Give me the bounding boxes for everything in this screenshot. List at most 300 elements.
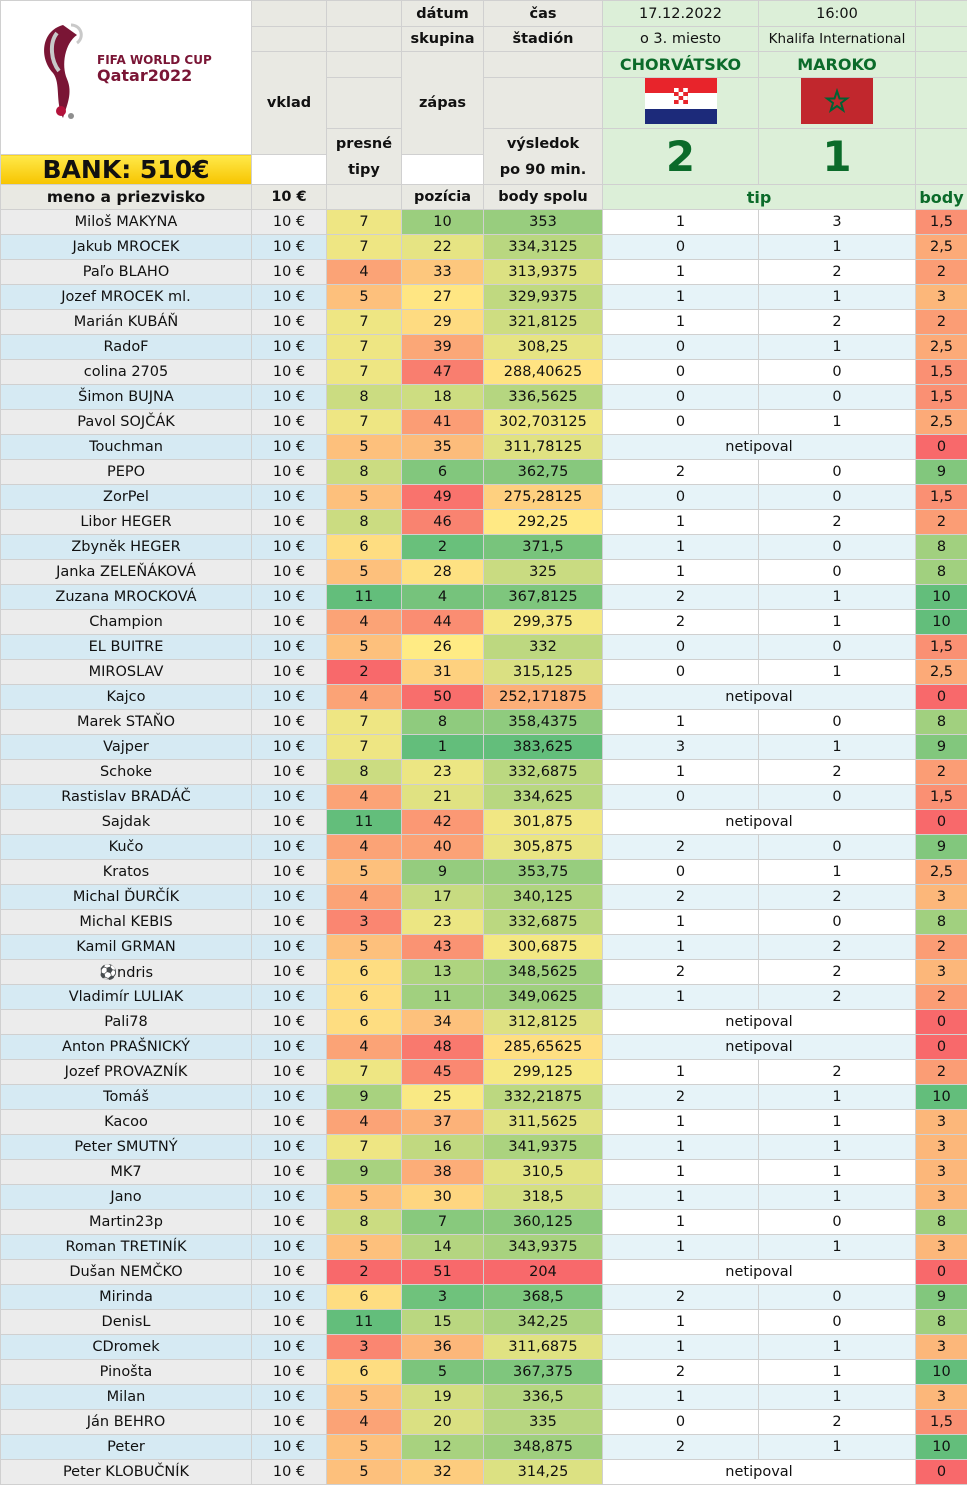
body-spolu-cell: 334,625 — [484, 785, 603, 810]
body-spolu-header: body spolu — [484, 185, 603, 210]
table-row — [1, 660, 967, 685]
body-spolu-cell: 275,28125 — [484, 485, 603, 510]
player-name: DenisL — [1, 1310, 252, 1335]
body-cell: 3 — [916, 1185, 967, 1210]
vklad-cell: 10 € — [252, 260, 327, 285]
presne-cell: 5 — [327, 285, 402, 310]
pozicia-cell: 15 — [402, 1310, 484, 1335]
body-spolu-cell: 343,9375 — [484, 1235, 603, 1260]
table-row — [1, 560, 967, 585]
presne-cell: 5 — [327, 485, 402, 510]
body-spolu-cell: 313,9375 — [484, 260, 603, 285]
tip-home-cell: 1 — [603, 260, 759, 285]
netipoval-cell: netipoval — [603, 685, 916, 710]
presne-cell: 7 — [327, 735, 402, 760]
tip-home-cell: 1 — [603, 1210, 759, 1235]
vysledok-header-2: po 90 min. — [484, 157, 602, 183]
pozicia-cell: 25 — [402, 1085, 484, 1110]
table-row — [1, 635, 967, 660]
table-row — [1, 1035, 967, 1060]
presne-cell: 4 — [327, 1110, 402, 1135]
tip-home-cell: 1 — [603, 285, 759, 310]
tip-away-cell: 3 — [759, 210, 916, 235]
pozicia-cell: 14 — [402, 1235, 484, 1260]
vklad-cell: 10 € — [252, 1185, 327, 1210]
player-name: Michal KEBIS — [1, 910, 252, 935]
presne-cell: 6 — [327, 960, 402, 985]
table-row — [1, 1285, 967, 1310]
tip-home-cell: 1 — [603, 1185, 759, 1210]
body-cell: 2 — [916, 985, 967, 1010]
presne-cell: 3 — [327, 1335, 402, 1360]
table-row — [1, 785, 967, 810]
player-name: ZorPel — [1, 485, 252, 510]
body-spolu-cell: 360,125 — [484, 1210, 603, 1235]
tip-home-cell: 2 — [603, 1085, 759, 1110]
player-name: Champion — [1, 610, 252, 635]
tip-home-cell: 1 — [603, 210, 759, 235]
vysledok-header-1: výsledok — [484, 131, 602, 157]
table-row — [1, 760, 967, 785]
body-spolu-cell: 341,9375 — [484, 1135, 603, 1160]
table-row — [1, 485, 967, 510]
tip-home-cell: 1 — [603, 1135, 759, 1160]
pozicia-cell: 39 — [402, 335, 484, 360]
body-cell: 2,5 — [916, 660, 967, 685]
tip-away-cell: 0 — [759, 785, 916, 810]
tip-home-cell: 2 — [603, 1285, 759, 1310]
body-spolu-cell: 367,375 — [484, 1360, 603, 1385]
body-cell: 0 — [916, 1260, 967, 1285]
player-name: Jozef MROCEK ml. — [1, 285, 252, 310]
presne-header-1: presné — [327, 131, 401, 157]
table-row — [1, 735, 967, 760]
player-name: MK7 — [1, 1160, 252, 1185]
tip-away-cell: 2 — [759, 1060, 916, 1085]
body-spolu-cell: 311,78125 — [484, 435, 603, 460]
pozicia-cell: 23 — [402, 760, 484, 785]
body-spolu-cell: 305,875 — [484, 835, 603, 860]
pozicia-cell: 32 — [402, 1460, 484, 1485]
bank-total: BANK: 510€ — [1, 155, 252, 185]
body-spolu-cell: 358,4375 — [484, 710, 603, 735]
tip-away-cell: 1 — [759, 660, 916, 685]
presne-cell: 5 — [327, 1235, 402, 1260]
table-row — [1, 1085, 967, 1110]
pozicia-cell: 5 — [402, 1360, 484, 1385]
player-name: Pavol SOJČÁK — [1, 410, 252, 435]
presne-cell: 11 — [327, 1310, 402, 1335]
body-cell: 1,5 — [916, 785, 967, 810]
tip-away-cell: 0 — [759, 635, 916, 660]
player-name: Anton PRAŠNICKÝ — [1, 1035, 252, 1060]
tip-away-cell: 0 — [759, 835, 916, 860]
presne-cell: 4 — [327, 785, 402, 810]
pozicia-cell: 44 — [402, 610, 484, 635]
body-spolu-cell: 340,125 — [484, 885, 603, 910]
presne-cell: 7 — [327, 235, 402, 260]
vklad-cell: 10 € — [252, 1435, 327, 1460]
body-cell: 8 — [916, 910, 967, 935]
vklad-cell: 10 € — [252, 235, 327, 260]
table-row — [1, 460, 967, 485]
table-row — [1, 835, 967, 860]
tip-away-cell: 2 — [759, 935, 916, 960]
pozicia-cell: 45 — [402, 1060, 484, 1085]
vklad-cell: 10 € — [252, 710, 327, 735]
table-row — [1, 235, 967, 260]
body-cell: 3 — [916, 1335, 967, 1360]
body-spolu-cell: 300,6875 — [484, 935, 603, 960]
player-name: Peter — [1, 1435, 252, 1460]
player-name: Michal ĎURČÍK — [1, 885, 252, 910]
player-rows — [1, 210, 967, 1485]
body-spolu-cell: 332,21875 — [484, 1085, 603, 1110]
presne-cell: 7 — [327, 210, 402, 235]
vklad-cell: 10 € — [252, 1385, 327, 1410]
body-cell: 0 — [916, 435, 967, 460]
vklad-cell: 10 € — [252, 885, 327, 910]
player-name: PEPO — [1, 460, 252, 485]
vklad-cell: 10 € — [252, 1260, 327, 1285]
player-name: Paľo BLAHO — [1, 260, 252, 285]
player-name: Kamil GRMAN — [1, 935, 252, 960]
tip-home-cell: 2 — [603, 1360, 759, 1385]
vklad-cell: 10 € — [252, 685, 327, 710]
player-name: Libor HEGER — [1, 510, 252, 535]
tip-away-cell: 0 — [759, 485, 916, 510]
pozicia-cell: 38 — [402, 1160, 484, 1185]
pozicia-cell: 16 — [402, 1135, 484, 1160]
vklad-cell: 10 € — [252, 860, 327, 885]
vklad-cell: 10 € — [252, 610, 327, 635]
tip-away-cell: 0 — [759, 910, 916, 935]
presne-cell: 7 — [327, 1135, 402, 1160]
body-cell: 3 — [916, 1235, 967, 1260]
body-cell: 8 — [916, 535, 967, 560]
player-name: Vajper — [1, 735, 252, 760]
body-spolu-cell: 342,25 — [484, 1310, 603, 1335]
table-row — [1, 885, 967, 910]
table-row — [1, 510, 967, 535]
vklad-cell: 10 € — [252, 1360, 327, 1385]
table-row — [1, 1335, 967, 1360]
tip-home-cell: 2 — [603, 1435, 759, 1460]
vklad-cell: 10 € — [252, 285, 327, 310]
body-spolu-cell: 302,703125 — [484, 410, 603, 435]
vklad-cell: 10 € — [252, 1060, 327, 1085]
body-cell: 9 — [916, 835, 967, 860]
pozicia-cell: 12 — [402, 1435, 484, 1460]
player-name: Dušan NEMČKO — [1, 1260, 252, 1285]
tip-home-cell: 1 — [603, 935, 759, 960]
player-name: Peter SMUTNÝ — [1, 1135, 252, 1160]
pozicia-cell: 8 — [402, 710, 484, 735]
table-row — [1, 285, 967, 310]
pozicia-cell: 29 — [402, 310, 484, 335]
player-name: colina 2705 — [1, 360, 252, 385]
table-row — [1, 1460, 967, 1485]
player-name: Jakub MROCEK — [1, 235, 252, 260]
pozicia-cell: 4 — [402, 585, 484, 610]
match-date: 17.12.2022 — [603, 1, 759, 27]
player-name: RadoF — [1, 335, 252, 360]
vklad-cell: 10 € — [252, 835, 327, 860]
tip-away-cell: 2 — [759, 885, 916, 910]
body-cell: 8 — [916, 560, 967, 585]
body-cell: 0 — [916, 810, 967, 835]
tip-home-cell: 1 — [603, 1235, 759, 1260]
body-cell: 1,5 — [916, 635, 967, 660]
body-cell: 3 — [916, 1135, 967, 1160]
vklad-cell: 10 € — [252, 935, 327, 960]
pozicia-cell: 9 — [402, 860, 484, 885]
tip-home-cell: 0 — [603, 635, 759, 660]
pozicia-cell: 27 — [402, 285, 484, 310]
tip-away-cell: 1 — [759, 335, 916, 360]
vklad-cell: 10 € — [252, 1035, 327, 1060]
tip-home-cell: 0 — [603, 485, 759, 510]
body-cell: 2 — [916, 760, 967, 785]
pozicia-cell: 13 — [402, 960, 484, 985]
pozicia-cell: 6 — [402, 460, 484, 485]
body-cell: 1,5 — [916, 210, 967, 235]
body-spolu-cell: 353,75 — [484, 860, 603, 885]
table-row — [1, 1160, 967, 1185]
body-spolu-cell: 301,875 — [484, 810, 603, 835]
vklad-cell: 10 € — [252, 360, 327, 385]
tip-away-cell: 0 — [759, 1285, 916, 1310]
player-name: Milan — [1, 1385, 252, 1410]
tip-away-cell: 1 — [759, 585, 916, 610]
body-cell: 1,5 — [916, 360, 967, 385]
table-row — [1, 385, 967, 410]
body-cell: 10 — [916, 1085, 967, 1110]
tip-away-cell: 2 — [759, 1410, 916, 1435]
netipoval-cell: netipoval — [603, 1035, 916, 1060]
body-spolu-cell: 310,5 — [484, 1160, 603, 1185]
table-row — [1, 960, 967, 985]
tip-home-cell: 1 — [603, 1310, 759, 1335]
body-cell: 2,5 — [916, 410, 967, 435]
netipoval-cell: netipoval — [603, 1460, 916, 1485]
vklad-cell: 10 € — [252, 1235, 327, 1260]
body-cell: 3 — [916, 885, 967, 910]
table-row — [1, 985, 967, 1010]
pozicia-cell: 11 — [402, 985, 484, 1010]
tip-home-cell: 0 — [603, 335, 759, 360]
pozicia-header: pozícia — [402, 185, 484, 210]
tip-home-cell: 0 — [603, 1410, 759, 1435]
vklad-cell: 10 € — [252, 210, 327, 235]
netipoval-cell: netipoval — [603, 435, 916, 460]
tip-home-cell: 2 — [603, 885, 759, 910]
vklad-cell: 10 € — [252, 435, 327, 460]
tip-away-cell: 1 — [759, 1135, 916, 1160]
body-cell: 2 — [916, 260, 967, 285]
pozicia-cell: 20 — [402, 1410, 484, 1435]
vklad-cell: 10 € — [252, 660, 327, 685]
body-spolu-cell: 299,125 — [484, 1060, 603, 1085]
table-row — [1, 1435, 967, 1460]
pozicia-cell: 33 — [402, 260, 484, 285]
tip-away-cell: 0 — [759, 710, 916, 735]
body-spolu-cell: 312,8125 — [484, 1010, 603, 1035]
presne-cell: 5 — [327, 1460, 402, 1485]
score-away: 1 — [759, 129, 916, 185]
presne-cell: 7 — [327, 360, 402, 385]
presne-cell: 3 — [327, 910, 402, 935]
tip-away-cell: 1 — [759, 1185, 916, 1210]
body-spolu-cell: 321,8125 — [484, 310, 603, 335]
body-spolu-cell: 348,875 — [484, 1435, 603, 1460]
body-spolu-cell: 349,0625 — [484, 985, 603, 1010]
body-spolu-cell: 252,171875 — [484, 685, 603, 710]
tip-home-cell: 2 — [603, 610, 759, 635]
tip-away-cell: 0 — [759, 560, 916, 585]
body-cell: 1,5 — [916, 485, 967, 510]
vklad-cell: 10 € — [252, 910, 327, 935]
body-spolu-cell: 329,9375 — [484, 285, 603, 310]
tip-away-cell: 1 — [759, 285, 916, 310]
tip-away-cell: 2 — [759, 260, 916, 285]
croatia-flag-icon — [645, 78, 717, 124]
pozicia-cell: 50 — [402, 685, 484, 710]
pozicia-cell: 26 — [402, 635, 484, 660]
table-row — [1, 210, 967, 235]
table-row — [1, 1185, 967, 1210]
pozicia-cell: 22 — [402, 235, 484, 260]
player-name: Jano — [1, 1185, 252, 1210]
vklad-cell: 10 € — [252, 460, 327, 485]
body-spolu-cell: 311,5625 — [484, 1110, 603, 1135]
table-row — [1, 1110, 967, 1135]
body-spolu-cell: 285,65625 — [484, 1035, 603, 1060]
table-row — [1, 610, 967, 635]
body-spolu-cell: 332,6875 — [484, 910, 603, 935]
tip-away-cell: 1 — [759, 1235, 916, 1260]
tip-home-cell: 0 — [603, 360, 759, 385]
vklad-cell: 10 € — [252, 635, 327, 660]
presne-cell: 8 — [327, 1210, 402, 1235]
body-cell: 1,5 — [916, 385, 967, 410]
body-cell: 0 — [916, 1460, 967, 1485]
tip-home-cell: 2 — [603, 960, 759, 985]
match-time: 16:00 — [759, 1, 916, 27]
presne-cell: 4 — [327, 260, 402, 285]
table-row — [1, 535, 967, 560]
vklad-cell: 10 € — [252, 1310, 327, 1335]
tip-away-cell: 1 — [759, 235, 916, 260]
pozicia-cell: 37 — [402, 1110, 484, 1135]
player-name: Janka ZELEŇÁKOVÁ — [1, 560, 252, 585]
body-cell: 2 — [916, 510, 967, 535]
vklad-cell: 10 € — [252, 735, 327, 760]
pozicia-cell: 43 — [402, 935, 484, 960]
body-cell: 10 — [916, 585, 967, 610]
tip-home-cell: 1 — [603, 560, 759, 585]
vklad-amount-header: 10 € — [252, 185, 327, 210]
tip-home-cell: 2 — [603, 585, 759, 610]
pozicia-cell: 47 — [402, 360, 484, 385]
presne-cell: 8 — [327, 385, 402, 410]
presne-cell: 4 — [327, 835, 402, 860]
table-row — [1, 585, 967, 610]
presne-cell: 8 — [327, 510, 402, 535]
body-spolu-cell: 353 — [484, 210, 603, 235]
body-cell: 3 — [916, 1160, 967, 1185]
player-name: Zbyněk HEGER — [1, 535, 252, 560]
tip-away-cell: 0 — [759, 1210, 916, 1235]
pozicia-cell: 21 — [402, 785, 484, 810]
player-name: Peter KLOBUČNÍK — [1, 1460, 252, 1485]
table-row — [1, 410, 967, 435]
tip-home-cell: 1 — [603, 1385, 759, 1410]
score-home: 2 — [603, 129, 759, 185]
pozicia-cell: 31 — [402, 660, 484, 685]
presne-cell: 8 — [327, 760, 402, 785]
tip-away-cell: 0 — [759, 460, 916, 485]
presne-cell: 6 — [327, 1010, 402, 1035]
player-name: Marek STAŇO — [1, 710, 252, 735]
body-spolu-cell: 383,625 — [484, 735, 603, 760]
team-home: CHORVÁTSKO — [603, 52, 759, 78]
body-spolu-cell: 292,25 — [484, 510, 603, 535]
tip-away-cell: 2 — [759, 760, 916, 785]
body-spolu-cell: 332 — [484, 635, 603, 660]
tip-header: tip — [603, 185, 916, 210]
presne-cell: 4 — [327, 610, 402, 635]
player-name: Tomáš — [1, 1085, 252, 1110]
body-spolu-cell: 336,5 — [484, 1385, 603, 1410]
vklad-cell: 10 € — [252, 310, 327, 335]
body-cell: 10 — [916, 1435, 967, 1460]
body-cell: 3 — [916, 960, 967, 985]
match-group: o 3. miesto — [603, 27, 759, 52]
body-spolu-cell: 315,125 — [484, 660, 603, 685]
presne-cell: 6 — [327, 1360, 402, 1385]
pozicia-cell: 3 — [402, 1285, 484, 1310]
tip-away-cell: 1 — [759, 1110, 916, 1135]
tip-home-cell: 2 — [603, 835, 759, 860]
name-header: meno a priezvisko — [1, 185, 252, 210]
player-name: Martin23p — [1, 1210, 252, 1235]
presne-cell: 7 — [327, 335, 402, 360]
presne-cell: 5 — [327, 860, 402, 885]
table-row — [1, 685, 967, 710]
body-spolu-cell: 288,40625 — [484, 360, 603, 385]
vklad-cell: 10 € — [252, 785, 327, 810]
zapas-header: zápas — [402, 52, 484, 155]
tip-away-cell: 2 — [759, 510, 916, 535]
team-away: MAROKO — [759, 52, 916, 78]
presne-cell: 7 — [327, 310, 402, 335]
pozicia-cell: 35 — [402, 435, 484, 460]
pozicia-cell: 49 — [402, 485, 484, 510]
pozicia-cell: 42 — [402, 810, 484, 835]
table-row — [1, 1310, 967, 1335]
tip-home-cell: 0 — [603, 860, 759, 885]
match-stadium: Khalifa International — [759, 27, 916, 52]
pozicia-cell: 17 — [402, 885, 484, 910]
body-spolu-cell: 362,75 — [484, 460, 603, 485]
vklad-cell: 10 € — [252, 1210, 327, 1235]
body-cell: 2 — [916, 310, 967, 335]
table-row — [1, 1060, 967, 1085]
presne-cell: 5 — [327, 1435, 402, 1460]
presne-cell: 4 — [327, 885, 402, 910]
tip-home-cell: 2 — [603, 460, 759, 485]
